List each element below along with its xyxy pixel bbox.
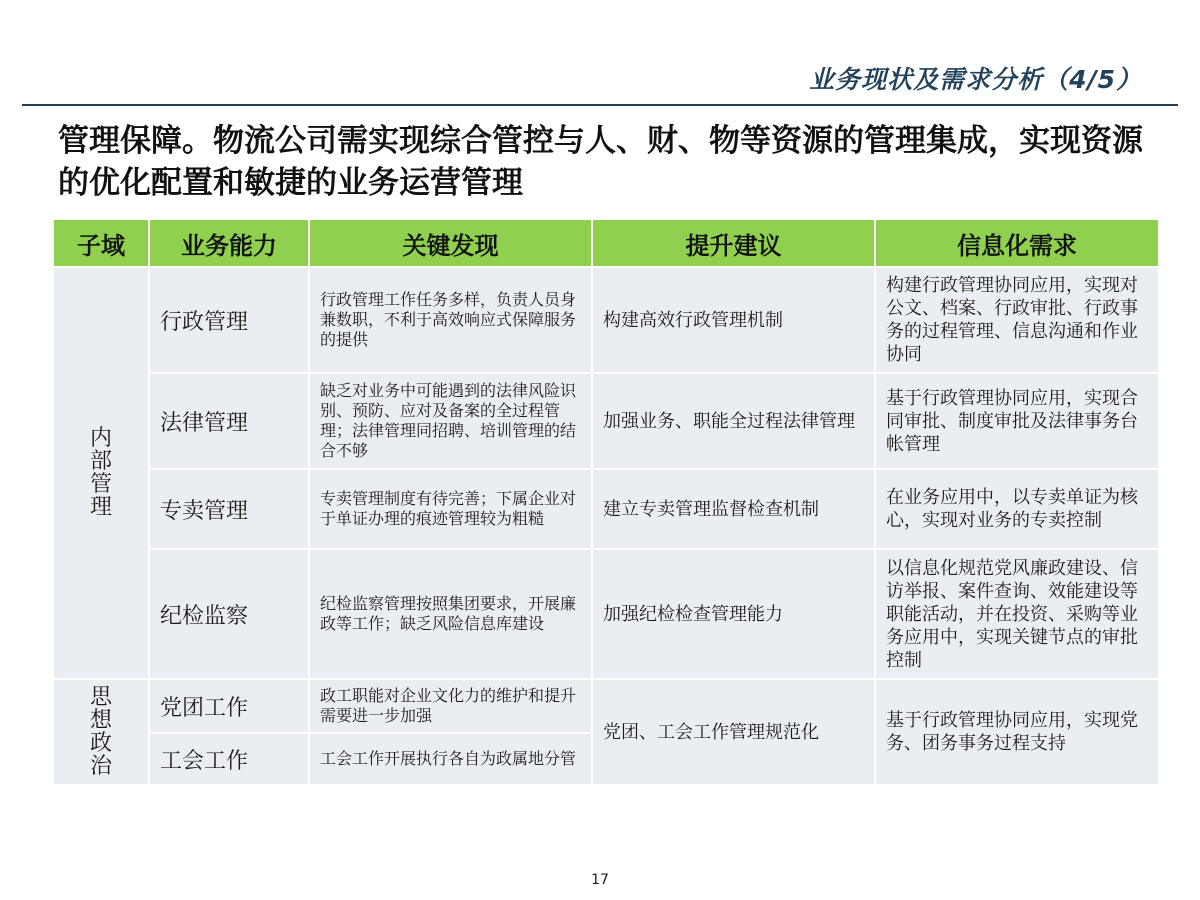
finding-cell: 专卖管理制度有待完善；下属企业对于单证办理的痕迹管理较为粗糙 xyxy=(310,470,591,548)
table-row xyxy=(54,268,1158,372)
it-need-cell: 在业务应用中，以专卖单证为核心，实现对业务的专卖控制 xyxy=(876,470,1158,548)
column-header-subdomain: 子域 xyxy=(54,220,148,266)
suggestion-cell: 加强业务、职能全过程法律管理 xyxy=(593,374,874,468)
table-row xyxy=(54,470,1158,548)
section-title: 业务现状及需求分析（4/5） xyxy=(809,65,1142,94)
finding-cell: 纪检监察管理按照集团要求，开展廉政等工作；缺乏风险信息库建设 xyxy=(310,550,591,678)
header-divider xyxy=(22,104,1178,106)
finding-cell: 政工职能对企业文化力的维护和提升需要进一步加强 xyxy=(310,680,591,732)
table-header-row xyxy=(54,220,1158,266)
subdomain-label: 思想政治 xyxy=(89,685,112,779)
capability-cell: 党团工作 xyxy=(150,680,308,732)
capability-cell: 纪检监察 xyxy=(150,550,308,678)
table-row xyxy=(54,374,1158,468)
subdomain-cell xyxy=(54,680,148,784)
it-need-cell: 构建行政管理协同应用，实现对公文、档案、行政审批、行政事务的过程管理、信息沟通和作业协同 xyxy=(876,268,1158,372)
table-row xyxy=(54,680,1158,732)
subdomain-label: 内部管理 xyxy=(89,426,112,520)
subdomain-cell xyxy=(54,268,148,678)
suggestion-cell: 建立专卖管理监督检查机制 xyxy=(593,470,874,548)
suggestion-cell: 党团、工会工作管理规范化 xyxy=(593,680,874,784)
capability-cell: 工会工作 xyxy=(150,734,308,784)
page-number: 17 xyxy=(591,872,609,888)
capability-cell: 行政管理 xyxy=(150,268,308,372)
column-header-suggestions: 提升建议 xyxy=(593,220,874,266)
it-need-cell: 基于行政管理协同应用，实现合同审批、制度审批及法律事务台帐管理 xyxy=(876,374,1158,468)
finding-cell: 缺乏对业务中可能遇到的法律风险识别、预防、应对及备案的全过程管理；法律管理同招聘、培训管理的结合不够 xyxy=(310,374,591,468)
suggestion-cell: 构建高效行政管理机制 xyxy=(593,268,874,372)
column-header-capability: 业务能力 xyxy=(150,220,308,266)
capability-cell: 专卖管理 xyxy=(150,470,308,548)
it-need-cell: 以信息化规范党风廉政建设、信访举报、案件查询、效能建设等职能活动，并在投资、采购等业务应用中，实现关键节点的审批控制 xyxy=(876,550,1158,678)
analysis-table xyxy=(52,218,1160,786)
it-need-cell: 基于行政管理协同应用，实现党务、团务事务过程支持 xyxy=(876,680,1158,784)
capability-cell: 法律管理 xyxy=(150,374,308,468)
column-header-findings: 关键发现 xyxy=(310,220,591,266)
table-row xyxy=(54,550,1158,678)
finding-cell: 行政管理工作任务多样，负责人员身兼数职，不利于高效响应式保障服务的提供 xyxy=(310,268,591,372)
suggestion-cell: 加强纪检检查管理能力 xyxy=(593,550,874,678)
column-header-it-needs: 信息化需求 xyxy=(876,220,1158,266)
slide-headline: 管理保障。物流公司需实现综合管控与人、财、物等资源的管理集成，实现资源的优化配置和敏捷的业务运营管理 xyxy=(58,123,1143,201)
finding-cell: 工会工作开展执行各自为政属地分管 xyxy=(310,734,591,784)
